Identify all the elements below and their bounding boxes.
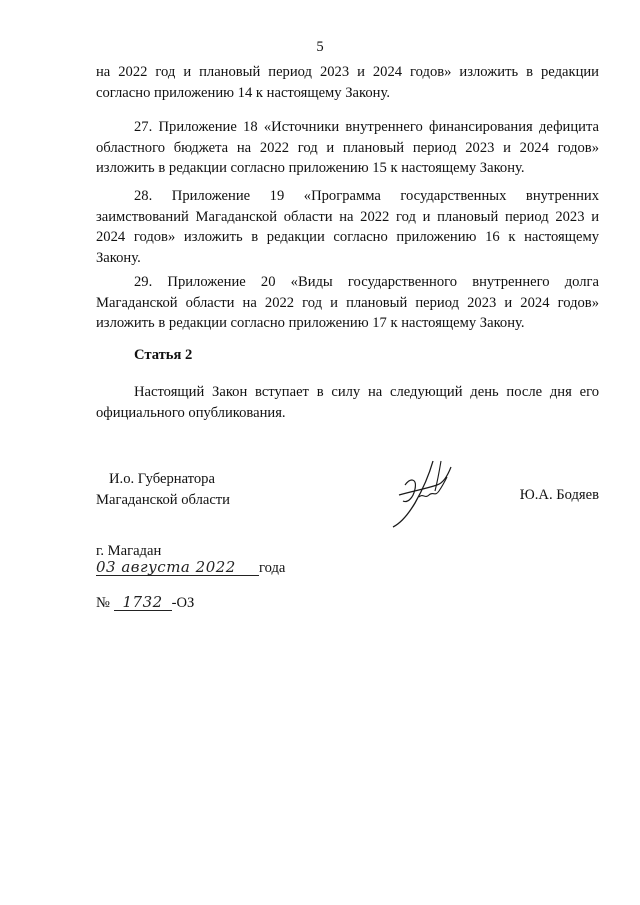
law-number-prefix: № — [96, 595, 110, 611]
handwritten-date: 03 августа 2022 — [96, 559, 259, 576]
signatory-title-line2: Магаданской области — [96, 491, 230, 508]
signing-date — [96, 558, 285, 579]
place-of-signing: г. Магадан — [96, 543, 162, 559]
handwritten-law-number: 1732 — [114, 594, 172, 611]
paragraph-item-28 — [96, 186, 599, 268]
law-number — [96, 593, 194, 614]
signatory-title — [96, 469, 230, 510]
article-heading: Статья 2 — [134, 347, 193, 363]
paragraph-item-29 — [96, 272, 599, 334]
paragraph-item-29-text: 29. Приложение 20 «Виды государственного внутреннего долга Магаданской области на 2022 год и плановый период 2023 и 2024 годов» изложить в редакции согласно приложению 17 к настоящему Закону. — [96, 274, 599, 331]
paragraph-law-effect — [96, 382, 599, 423]
paragraph-item-28-text: 28. Приложение 19 «Программа государственных внутренних заимствований Магаданской области на 2022 год и плановый период 2023 и 2024 годов» изложить в редакции согласно приложению 16 к настоящему Закону. — [96, 188, 599, 266]
signatory-name: Ю.А. Бодяев — [519, 487, 599, 503]
paragraph-continuation: на 2022 год и плановый период 2023 и 2024 годов» изложить в редакции согласно приложению 14 к настоящему Закону. — [96, 64, 599, 101]
paragraph-law-effect-text: Настоящий Закон вступает в силу на следующий день после дня его официального опубликования. — [96, 384, 599, 421]
handwritten-signature — [385, 455, 465, 535]
date-suffix: года — [259, 560, 286, 576]
paragraph-item-27-text: 27. Приложение 18 «Источники внутреннего финансирования дефицита областного бюджета на 2022 год и плановый период 2023 и 2024 годов» изложить в редакции согласно приложению 15 к настоящему Закону. — [96, 119, 599, 176]
law-number-suffix: -ОЗ — [171, 595, 195, 611]
page-number: 5 — [316, 39, 324, 55]
signatory-title-line1: И.о. Губернатора — [109, 471, 215, 487]
paragraph-item-27 — [96, 117, 599, 179]
